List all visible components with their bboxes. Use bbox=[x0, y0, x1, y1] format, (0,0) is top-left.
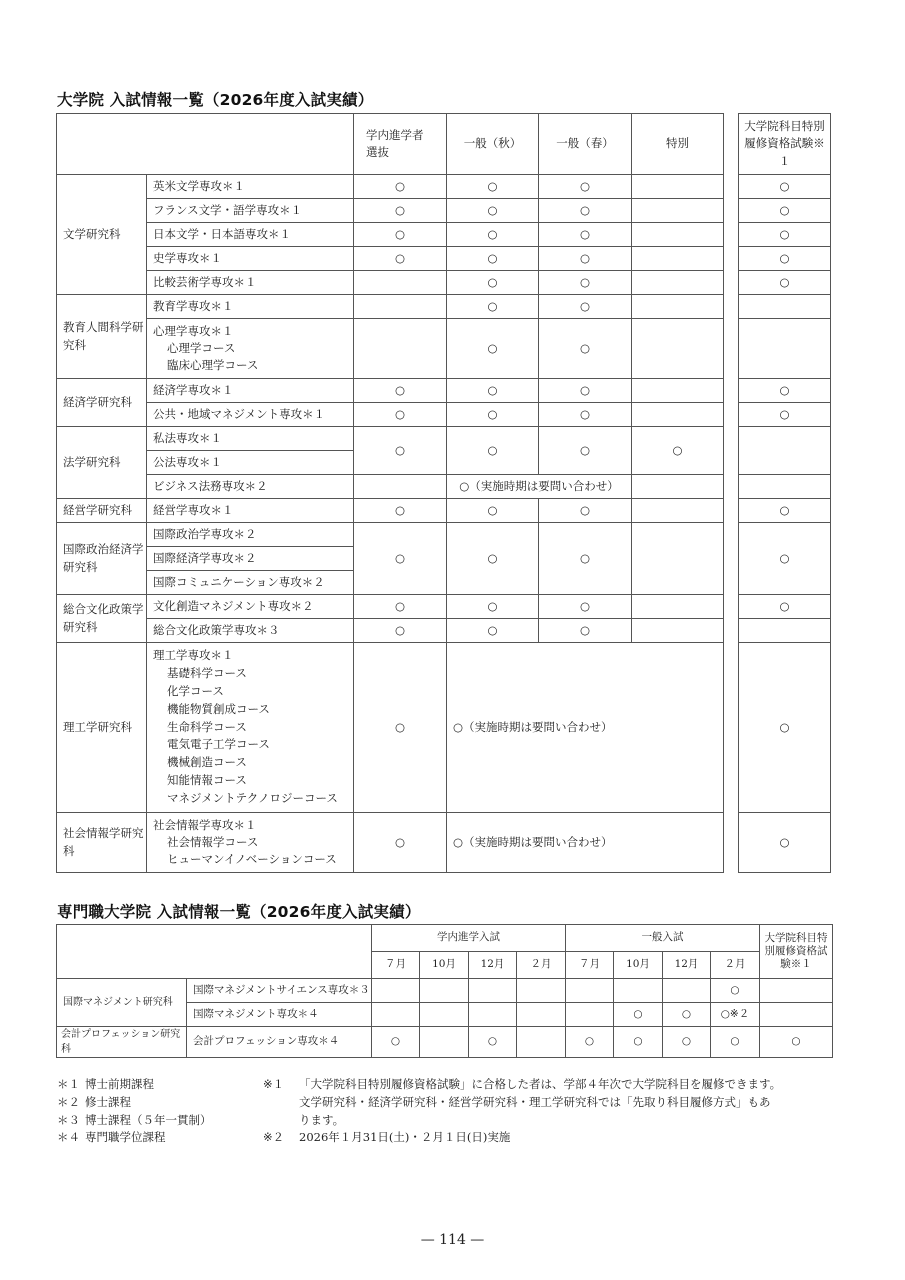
page-number: — 114 — bbox=[420, 1232, 485, 1248]
mark: ○ bbox=[739, 595, 831, 619]
mark: ○ bbox=[469, 1027, 517, 1058]
mark: ○ bbox=[447, 427, 539, 475]
major-soc bbox=[147, 813, 354, 873]
course: 機能物質創成コース bbox=[167, 701, 270, 716]
mark: ○ bbox=[739, 247, 831, 271]
mark: ○ bbox=[354, 175, 447, 199]
footnote-text: 博士課程（５年一貫制） bbox=[85, 1112, 212, 1127]
soc-inquiry: ○（実施時期は要問い合わせ） bbox=[447, 813, 724, 873]
mark: ○ bbox=[566, 1027, 614, 1058]
mark: ○ bbox=[739, 175, 831, 199]
footnote-text: 文学研究科・経済学研究科・経営学研究科・理工学研究科では「先取り科目履修方式」もあ bbox=[299, 1094, 771, 1109]
mark: ○ bbox=[539, 523, 632, 595]
mark: ○ bbox=[539, 403, 632, 427]
mark: ○ bbox=[354, 595, 447, 619]
mark: ○ bbox=[614, 1027, 663, 1058]
major-japanese: 日本文学・日本語専攻＊１ bbox=[147, 223, 354, 247]
course: 機械創造コース bbox=[167, 755, 247, 770]
footnotes-right bbox=[263, 1076, 843, 1147]
course: 社会情報学コース bbox=[167, 834, 259, 849]
major-private-law: 私法専攻＊１ bbox=[147, 427, 354, 451]
major-sci bbox=[147, 643, 354, 813]
mark: ○ bbox=[447, 403, 539, 427]
month: ７月 bbox=[372, 952, 420, 979]
month: 12月 bbox=[663, 952, 711, 979]
month: 10月 bbox=[420, 952, 469, 979]
major-art: 比較芸術学専攻＊１ bbox=[147, 271, 354, 295]
mark: ○ bbox=[739, 403, 831, 427]
course: 電気電子工学コース bbox=[167, 737, 270, 752]
mark: ○ bbox=[354, 619, 447, 643]
major-im: 国際マネジメント専攻＊４ bbox=[187, 1003, 372, 1027]
mark: ○ bbox=[447, 295, 539, 319]
professional-admission-table bbox=[56, 924, 833, 1058]
major-edu: 教育学専攻＊１ bbox=[147, 295, 354, 319]
mark: ○ bbox=[539, 271, 632, 295]
mark: ○ bbox=[539, 379, 632, 403]
mark: ○ bbox=[760, 1027, 833, 1058]
major-sci-label: 理工学専攻＊１ bbox=[153, 648, 234, 663]
mark: ○ bbox=[663, 1003, 711, 1027]
group-law: 法学研究科 bbox=[57, 427, 147, 499]
group-social: 社会情報学研究科 bbox=[57, 813, 147, 873]
major-intl-pol: 国際政治学専攻＊２ bbox=[147, 523, 354, 547]
major-ac: 会計プロフェッション専攻＊４ bbox=[187, 1027, 372, 1058]
group-intl: 国際政治経済学研究科 bbox=[57, 523, 147, 595]
course: ヒューマンイノベーションコース bbox=[167, 852, 337, 867]
mark: ○ bbox=[539, 295, 632, 319]
mark: ○ bbox=[711, 979, 760, 1003]
table1-title: 大学院 入試情報一覧（2026年度入試実績） bbox=[57, 91, 374, 109]
major-intl-econ: 国際経済学専攻＊２ bbox=[147, 547, 354, 571]
major-culture-pol: 総合文化政策学専攻＊３ bbox=[147, 619, 354, 643]
footnote-text: ります。 bbox=[299, 1112, 345, 1127]
header-cert: 大学院科目特別履修資格試験※１ bbox=[760, 925, 833, 979]
mark: ○ bbox=[539, 247, 632, 271]
footnote-key: ※２ bbox=[263, 1130, 285, 1145]
group-business: 経営学研究科 bbox=[57, 499, 147, 523]
mark: ○ bbox=[739, 223, 831, 247]
mark: ○ bbox=[539, 595, 632, 619]
mark: ○ bbox=[739, 523, 831, 595]
major-psych-label: 心理学専攻＊１ bbox=[153, 323, 234, 338]
group-intl-mgmt: 国際マネジメント研究科 bbox=[57, 979, 187, 1027]
course: 知能情報コース bbox=[167, 773, 247, 788]
group-science: 理工学研究科 bbox=[57, 643, 147, 813]
mark: ○ bbox=[354, 523, 447, 595]
biz-law-inquiry: ○（実施時期は要問い合わせ） bbox=[447, 475, 632, 499]
footnote-key: ＊２ bbox=[57, 1094, 80, 1109]
header-general-autumn: 一般（秋） bbox=[447, 114, 539, 175]
mark: ○ bbox=[447, 223, 539, 247]
group-economics: 経済学研究科 bbox=[57, 379, 147, 427]
mark: ○ bbox=[354, 643, 447, 813]
header-blank bbox=[57, 114, 354, 175]
mark: ○ bbox=[354, 403, 447, 427]
header-general-exam: 一般入試 bbox=[566, 925, 760, 952]
mark: ○ bbox=[447, 595, 539, 619]
mark: ○ bbox=[447, 319, 539, 379]
course-clinical-psych: 臨床心理学コース bbox=[167, 358, 259, 373]
mark: ○ bbox=[739, 379, 831, 403]
course: マネジメントテクノロジーコース bbox=[167, 790, 338, 805]
major-french: フランス文学・語学専攻＊１ bbox=[147, 199, 354, 223]
major-culture-mgmt: 文化創造マネジメント専攻＊２ bbox=[147, 595, 354, 619]
mark: ○ bbox=[354, 427, 447, 475]
major-psych bbox=[147, 319, 354, 379]
footnote-key: ＊１ bbox=[57, 1077, 80, 1091]
mark: ○ bbox=[632, 427, 724, 475]
header-special: 特別 bbox=[632, 114, 724, 175]
major-biz-law: ビジネス法務専攻＊２ bbox=[147, 475, 354, 499]
footnote-text: 2026年１月31日(土)・２月１日(日)実施 bbox=[299, 1130, 511, 1145]
header-internal-exam: 学内進学入試 bbox=[372, 925, 566, 952]
mark: ○ bbox=[447, 175, 539, 199]
course: 基礎科学コース bbox=[167, 666, 247, 681]
major-mgmt: 経営学専攻＊１ bbox=[147, 499, 354, 523]
mark: ○ bbox=[372, 1027, 420, 1058]
mark: ○ bbox=[711, 1027, 760, 1058]
footnote-key: ※１ bbox=[263, 1077, 285, 1091]
mark-note: ○※２ bbox=[711, 1003, 760, 1027]
mark: ○ bbox=[447, 199, 539, 223]
sci-inquiry: ○（実施時期は要問い合わせ） bbox=[447, 643, 724, 813]
month: 12月 bbox=[469, 952, 517, 979]
major-soc-label: 社会情報学専攻＊１ bbox=[153, 817, 257, 832]
course: 生命科学コース bbox=[167, 719, 247, 734]
group-literature: 文学研究科 bbox=[57, 175, 147, 295]
mark: ○ bbox=[614, 1003, 663, 1027]
month: ２月 bbox=[711, 952, 760, 979]
mark: ○ bbox=[739, 499, 831, 523]
footnote-key: ＊３ bbox=[57, 1112, 80, 1127]
mark: ○ bbox=[663, 1027, 711, 1058]
header-cert: 大学院科目特別履修資格試験※１ bbox=[739, 114, 831, 175]
mark: ○ bbox=[447, 619, 539, 643]
major-history: 史学専攻＊１ bbox=[147, 247, 354, 271]
mark: ○ bbox=[539, 199, 632, 223]
mark: ○ bbox=[447, 271, 539, 295]
footnotes-left bbox=[57, 1076, 257, 1147]
mark: ○ bbox=[354, 379, 447, 403]
major-intl-comm: 国際コミュニケーション専攻＊２ bbox=[147, 571, 354, 595]
major-public-law: 公法専攻＊１ bbox=[147, 451, 354, 475]
header-general-spring: 一般（春） bbox=[539, 114, 632, 175]
month: 10月 bbox=[614, 952, 663, 979]
group-accounting: 会計プロフェッション研究科 bbox=[57, 1027, 187, 1058]
mark: ○ bbox=[739, 199, 831, 223]
mark: ○ bbox=[739, 643, 831, 813]
footnote-text: 専門職学位課程 bbox=[85, 1130, 166, 1145]
graduate-admission-table bbox=[56, 113, 831, 873]
mark: ○ bbox=[539, 175, 632, 199]
mark: ○ bbox=[739, 813, 831, 873]
group-culture: 総合文化政策学研究科 bbox=[57, 595, 147, 643]
mark: ○ bbox=[447, 523, 539, 595]
mark: ○ bbox=[539, 619, 632, 643]
mark: ○ bbox=[447, 499, 539, 523]
month: ７月 bbox=[566, 952, 614, 979]
footnote-text: 博士前期課程 bbox=[85, 1077, 154, 1091]
footnote-text: 「大学院科目特別履修資格試験」に合格した者は、学部４年次で大学院科目を履修できます。 bbox=[299, 1077, 782, 1091]
group-education: 教育人間科学研究科 bbox=[57, 295, 147, 379]
major-public: 公共・地域マネジメント専攻＊１ bbox=[147, 403, 354, 427]
mark: ○ bbox=[539, 427, 632, 475]
table2-title: 専門職大学院 入試情報一覧（2026年度入試実績） bbox=[57, 903, 421, 921]
major-ims: 国際マネジメントサイエンス専攻＊３ bbox=[187, 979, 372, 1003]
course-psych: 心理学コース bbox=[167, 340, 236, 355]
header-internal: 学内進学者選抜 bbox=[354, 114, 447, 175]
mark: ○ bbox=[354, 247, 447, 271]
course: 化学コース bbox=[167, 683, 224, 698]
major-econ: 経済学専攻＊１ bbox=[147, 379, 354, 403]
mark: ○ bbox=[447, 247, 539, 271]
mark: ○ bbox=[539, 499, 632, 523]
month: ２月 bbox=[517, 952, 566, 979]
footnote-text: 修士課程 bbox=[85, 1094, 131, 1109]
mark: ○ bbox=[354, 199, 447, 223]
mark: ○ bbox=[354, 223, 447, 247]
mark: ○ bbox=[539, 319, 632, 379]
major-english: 英米文学専攻＊１ bbox=[147, 175, 354, 199]
footnote-key: ＊４ bbox=[57, 1130, 80, 1145]
mark: ○ bbox=[354, 813, 447, 873]
mark: ○ bbox=[739, 271, 831, 295]
mark: ○ bbox=[354, 499, 447, 523]
mark: ○ bbox=[539, 223, 632, 247]
mark: ○ bbox=[447, 379, 539, 403]
